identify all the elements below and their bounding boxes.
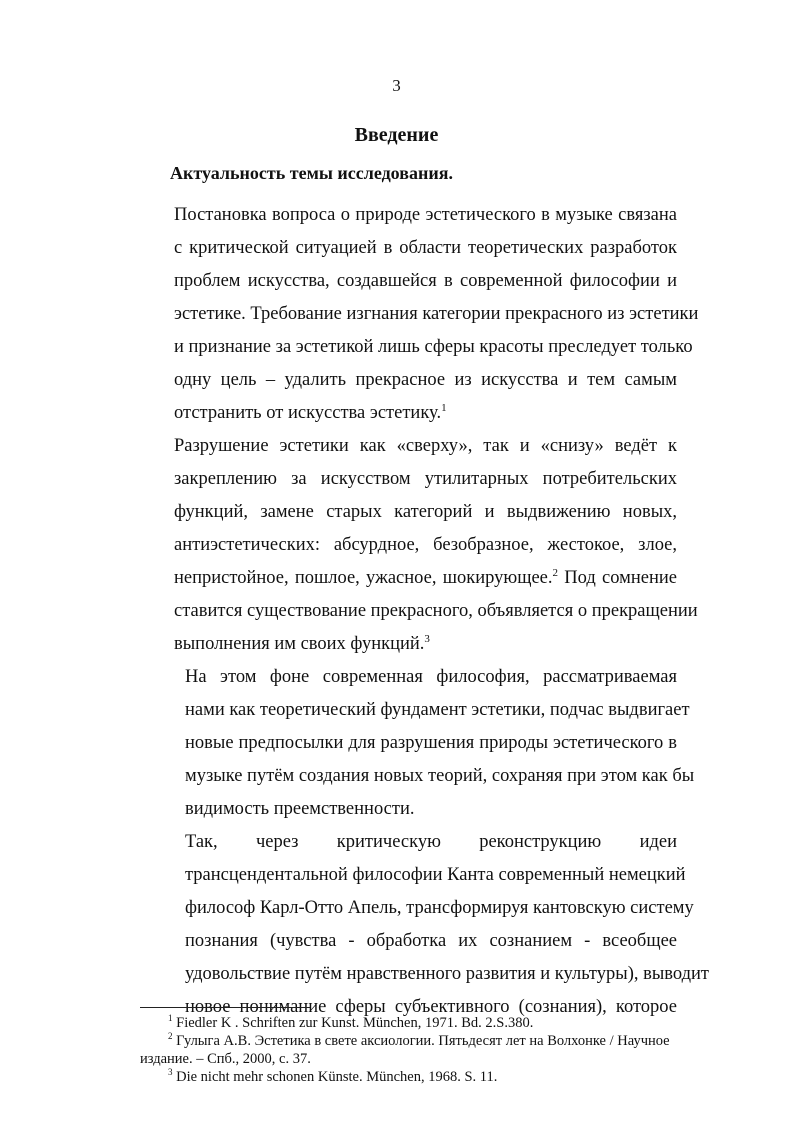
footnote-ref: 2 — [552, 566, 559, 579]
text-line: проблем искусства, создавшейся в современной философии и — [174, 271, 677, 291]
text-line-content: Под сомнение — [558, 568, 677, 588]
text-line: философ Карл-Отто Апель, трансформируя кантовскую систему — [185, 898, 694, 918]
text-line: функций, замене старых категорий и выдвижению новых, — [174, 502, 677, 522]
text-line: нами как теоретический фундамент эстетики, подчас выдвигает — [185, 700, 690, 720]
footnote-number: 2 — [168, 1031, 173, 1042]
footnote — [140, 1068, 680, 1086]
text-line-content: выполнения им своих функций. — [174, 634, 425, 654]
paragraph-4 — [140, 826, 709, 1024]
text-line: новое понимание сферы субъективного (сознания), которое — [185, 997, 677, 1017]
footnote-divider — [140, 1007, 310, 1008]
footnote-ref: 3 — [424, 632, 430, 645]
page-title: Введение — [354, 124, 439, 146]
footnote-text: Die nicht mehr schonen Künste. München, 1968. S. 11. — [176, 1069, 498, 1085]
text-line — [140, 628, 677, 661]
text-line: удовольствие путём нравственного развития и культуры), выводит — [185, 964, 709, 984]
paragraph-2 — [140, 430, 698, 661]
text-line — [140, 397, 677, 430]
footnote — [140, 1032, 680, 1068]
footnote-number: 1 — [168, 1013, 173, 1024]
text-line: одну цель – удалить прекрасное из искусства и тем самым — [174, 370, 677, 390]
paragraph-3 — [140, 661, 695, 826]
footnote-number: 3 — [168, 1067, 173, 1078]
text-line: закреплению за искусством утилитарных потребительских — [174, 469, 677, 489]
text-line: эстетике. Требование изгнания категории прекрасного из эстетики — [174, 304, 699, 324]
text-line: новые предпосылки для разрушения природы эстетического в — [185, 733, 677, 753]
text-line: антиэстетических: абсурдное, безобразное, жестокое, злое, — [174, 535, 677, 555]
body-text — [140, 199, 709, 1024]
text-line: Так, через критическую реконструкцию идеи — [185, 832, 677, 852]
text-line: с критической ситуацией в области теоретических разработок — [174, 238, 677, 258]
text-line: и признание за эстетикой лишь сферы красоты преследует только — [174, 337, 693, 357]
page-number: 3 — [392, 76, 401, 95]
text-line-content: непристойное, пошлое, ужасное, шокирующее. — [174, 568, 553, 588]
text-line: Разрушение эстетики как «сверху», так и «снизу» ведёт к — [174, 436, 677, 456]
text-line-content: отстранить от искусства эстетику. — [174, 403, 442, 423]
text-line: трансцендентальной философии Канта современный немецкий — [185, 865, 686, 885]
text-line: видимость преемственности. — [185, 799, 415, 819]
text-line: Постановка вопроса о природе эстетического в музыке связана — [174, 205, 677, 225]
section-subtitle: Актуальность темы исследования. — [170, 163, 453, 183]
footnote-text: Fiedler K . Schriften zur Kunst. München, 1971. Bd. 2.S.380. — [176, 1015, 534, 1031]
paragraph-1 — [140, 199, 699, 430]
footnote-ref: 1 — [441, 401, 447, 414]
text-line: музыке путём создания новых теорий, сохраняя при этом как бы — [185, 766, 695, 786]
text-line: познания (чувства - обработка их сознанием - всеобщее — [185, 931, 677, 951]
text-line — [140, 562, 677, 595]
footnotes — [140, 1014, 680, 1086]
text-line: ставится существование прекрасного, объявляется о прекращении — [174, 601, 698, 621]
footnote — [140, 1014, 680, 1032]
text-line: На этом фоне современная философия, рассматриваемая — [185, 667, 677, 687]
footnote-text: Гулыга А.В. Эстетика в свете аксиологии. Пятьдесят лет на Волхонке / Научное издание. – Спб., 2000, с. 37. — [140, 1033, 670, 1067]
